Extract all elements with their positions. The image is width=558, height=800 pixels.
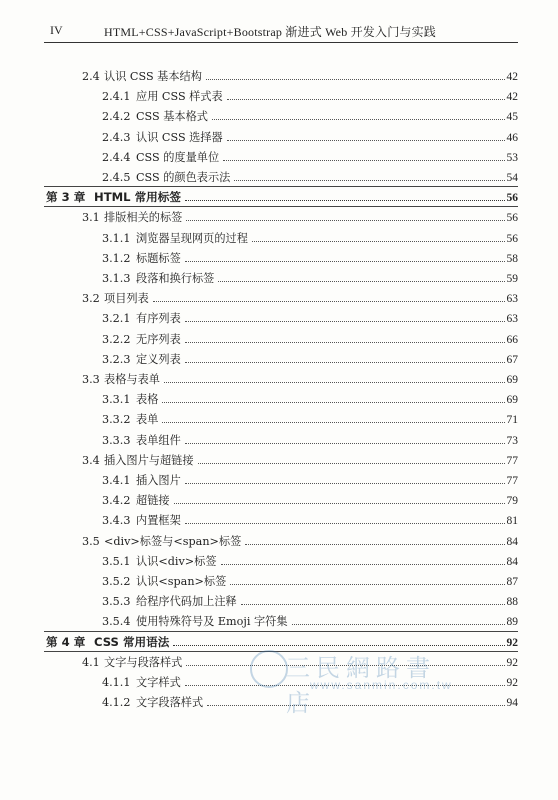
toc-page-number: 92 (506, 656, 518, 669)
toc-chapter (46, 189, 518, 205)
toc-subsection (102, 250, 518, 266)
toc-title: 认识<div>标签 (136, 554, 217, 568)
toc-subsection (102, 492, 518, 508)
toc-title: 插入图片与超链接 (104, 453, 194, 467)
dot-leader (185, 362, 505, 363)
toc-number: 3.1 (82, 211, 100, 225)
toc-section (82, 533, 518, 549)
dot-leader (186, 220, 504, 221)
watermark-seal-icon (250, 650, 288, 688)
toc-page-number: 59 (506, 273, 518, 285)
dot-leader (227, 140, 505, 141)
toc-number: 3.5.2 (102, 575, 131, 588)
toc-page-number: 84 (506, 555, 518, 568)
toc-page-number: 71 (506, 414, 518, 427)
toc-number: 3.2.2 (102, 332, 131, 346)
chapter-rule-top (44, 186, 518, 187)
toc-title: 表单组件 (136, 433, 181, 447)
toc-subsection (102, 270, 518, 286)
dot-leader (292, 624, 505, 625)
toc-page-number: 69 (506, 394, 518, 407)
toc-title: CSS 的颜色表示法 (136, 171, 231, 184)
dot-leader (185, 321, 505, 322)
dot-leader (218, 281, 504, 282)
dot-leader (206, 79, 505, 80)
toc-title: 表格与表单 (104, 373, 160, 386)
toc-number: 2.4.2 (102, 110, 131, 124)
toc-subsection (102, 391, 518, 407)
toc-subsection (102, 88, 518, 104)
toc-page-number: 77 (506, 475, 518, 487)
watermark-url: www.sanmin.com.tw (310, 678, 453, 692)
toc-title: 认识 CSS 基本结构 (104, 70, 202, 83)
toc-number: 2.4.1 (102, 90, 131, 104)
toc-number: 3.1.1 (102, 231, 131, 245)
toc-page-number: 73 (506, 434, 518, 447)
toc-number: 3.2.1 (102, 312, 131, 326)
dot-leader (164, 382, 505, 383)
toc-number: 3.1.2 (102, 251, 131, 265)
toc-title: 表格 (136, 393, 159, 407)
toc-section (82, 371, 518, 387)
toc-number: 3.4.3 (102, 514, 131, 528)
toc-page-number: 89 (506, 616, 518, 629)
dot-leader (185, 523, 505, 524)
toc-page-number: 56 (506, 232, 518, 245)
toc-title: 给程序代码加上注释 (136, 595, 237, 609)
toc-page-number: 56 (506, 192, 518, 205)
toc-number: 4.1.2 (102, 696, 131, 710)
toc-number: 3.5.4 (102, 615, 131, 629)
toc-title: HTML 常用标签 (94, 190, 181, 205)
toc-number: 2.4.5 (102, 171, 131, 184)
dot-leader (221, 564, 505, 565)
toc-subsection (102, 512, 518, 528)
toc-title: 浏览器呈现网页的过程 (136, 231, 248, 245)
toc-number: 3.2.3 (102, 352, 131, 366)
toc-page-number: 56 (506, 212, 518, 225)
toc-page-number: 54 (506, 172, 518, 184)
toc-number: 3.4.2 (102, 494, 131, 508)
toc-title: 文字段落样式 (136, 696, 204, 710)
toc-title: 使用特殊符号及 Emoji 字符集 (136, 615, 288, 629)
dot-leader (185, 200, 505, 201)
dot-leader (185, 443, 505, 444)
toc-number: 3.4 (82, 453, 100, 467)
dot-leader (185, 261, 505, 262)
toc-page-number: 88 (506, 596, 518, 609)
dot-leader (245, 544, 504, 545)
toc-number: 3.3.3 (102, 433, 131, 447)
toc-page-number: 42 (506, 71, 518, 83)
toc-title: 定义列表 (136, 352, 181, 366)
toc-title: 排版相关的标签 (104, 211, 183, 225)
toc-subsection (102, 553, 518, 569)
toc-page-number: 45 (506, 111, 518, 124)
toc-section (82, 452, 518, 468)
toc-subsection (102, 169, 518, 185)
toc-title: 标题标签 (136, 251, 181, 265)
toc-page-number: 46 (506, 131, 518, 144)
toc-page-number: 53 (506, 151, 518, 164)
toc-title: CSS 的度量单位 (136, 150, 220, 164)
dot-leader (234, 180, 504, 181)
chapter-rule-top (44, 631, 518, 632)
toc-title: 项目列表 (104, 292, 149, 306)
toc-subsection (102, 411, 518, 427)
toc-title: 表单 (136, 413, 159, 427)
dot-leader (174, 503, 505, 504)
dot-leader (230, 584, 504, 585)
toc-page-number: 94 (506, 697, 518, 710)
toc-title: 应用 CSS 样式表 (136, 90, 223, 104)
toc-number: 2.4.4 (102, 150, 131, 164)
toc-subsection (102, 573, 518, 589)
toc-subsection (102, 129, 518, 145)
toc-title: 超链接 (136, 494, 170, 508)
toc-title: 有序列表 (136, 312, 181, 326)
chapter-rule-bottom (44, 206, 518, 207)
toc-title: <div>标签与<span>标签 (104, 534, 242, 548)
toc-section (82, 209, 518, 225)
toc-number: 2.4.3 (102, 130, 131, 144)
toc-subsection (102, 472, 518, 488)
toc-number: 3.5 (82, 534, 100, 548)
toc-subsection (102, 230, 518, 246)
toc-page-number: 69 (506, 374, 518, 386)
toc-number: 3.5.3 (102, 595, 131, 609)
dot-leader (241, 604, 505, 605)
toc-page-number: 63 (506, 293, 518, 306)
page-header (44, 22, 518, 43)
toc-number: 4.1.1 (102, 676, 131, 689)
running-title: HTML+CSS+JavaScript+Bootstrap 渐进式 Web 开发入门与实践 (104, 25, 436, 39)
toc-page-number: 84 (506, 535, 518, 548)
toc-title: 文字样式 (136, 676, 181, 689)
page-number: IV (50, 23, 63, 37)
toc-number: 3.5.1 (102, 554, 131, 568)
dot-leader (198, 463, 505, 464)
toc-page-number: 42 (506, 91, 518, 104)
toc-subsection (102, 593, 518, 609)
toc-number: 4.1 (82, 655, 100, 669)
toc-section (82, 68, 518, 84)
toc-title: 插入图片 (136, 474, 181, 487)
toc-subsection (102, 432, 518, 448)
toc-number: 3.1.3 (102, 272, 131, 285)
dot-leader (185, 483, 505, 484)
toc-page-number: 87 (506, 576, 518, 588)
toc-subsection (102, 351, 518, 367)
toc-subsection (102, 331, 518, 347)
toc-subsection (102, 149, 518, 165)
toc-subsection (102, 310, 518, 326)
toc-page-number: 81 (506, 515, 518, 528)
dot-leader (223, 160, 504, 161)
toc-section (82, 290, 518, 306)
toc-number: 3.4.1 (102, 474, 131, 487)
toc-title: 认识 CSS 选择器 (136, 130, 223, 144)
dot-leader (252, 241, 505, 242)
toc-title: 认识<span>标签 (136, 575, 227, 588)
toc-page-number: 92 (506, 677, 518, 689)
watermark (250, 648, 460, 717)
toc-title: CSS 常用语法 (94, 634, 170, 649)
toc-number: 2.4 (82, 70, 100, 83)
toc-number: 3.3.2 (102, 413, 131, 427)
toc-subsection (102, 108, 518, 124)
dot-leader (185, 342, 505, 343)
toc-title: 内置框架 (136, 514, 181, 528)
toc-page-number: 92 (506, 636, 518, 649)
toc-number: 3.2 (82, 292, 100, 306)
watermark-name: 三民網路書店 (286, 654, 436, 717)
toc-page-number: 58 (506, 252, 518, 265)
toc-page-number: 77 (506, 454, 518, 467)
dot-leader (212, 119, 505, 120)
toc-number: 第 4 章 (46, 634, 86, 649)
toc-title: 段落和换行标签 (136, 272, 215, 285)
toc-title: CSS 基本格式 (136, 110, 208, 124)
toc-number: 3.3 (82, 373, 100, 386)
toc-number: 3.3.1 (102, 393, 131, 407)
toc-page-number: 66 (506, 333, 518, 346)
dot-leader (162, 402, 504, 403)
toc-page-number: 79 (506, 495, 518, 508)
toc-title: 文字与段落样式 (104, 655, 183, 669)
toc-page-number: 63 (506, 313, 518, 326)
dot-leader (162, 422, 504, 423)
dot-leader (227, 99, 505, 100)
dot-leader (173, 645, 504, 646)
toc-subsection (102, 613, 518, 629)
toc-number: 第 3 章 (46, 190, 86, 205)
dot-leader (153, 301, 505, 302)
toc-title: 无序列表 (136, 332, 181, 346)
toc-page-number: 67 (506, 353, 518, 366)
